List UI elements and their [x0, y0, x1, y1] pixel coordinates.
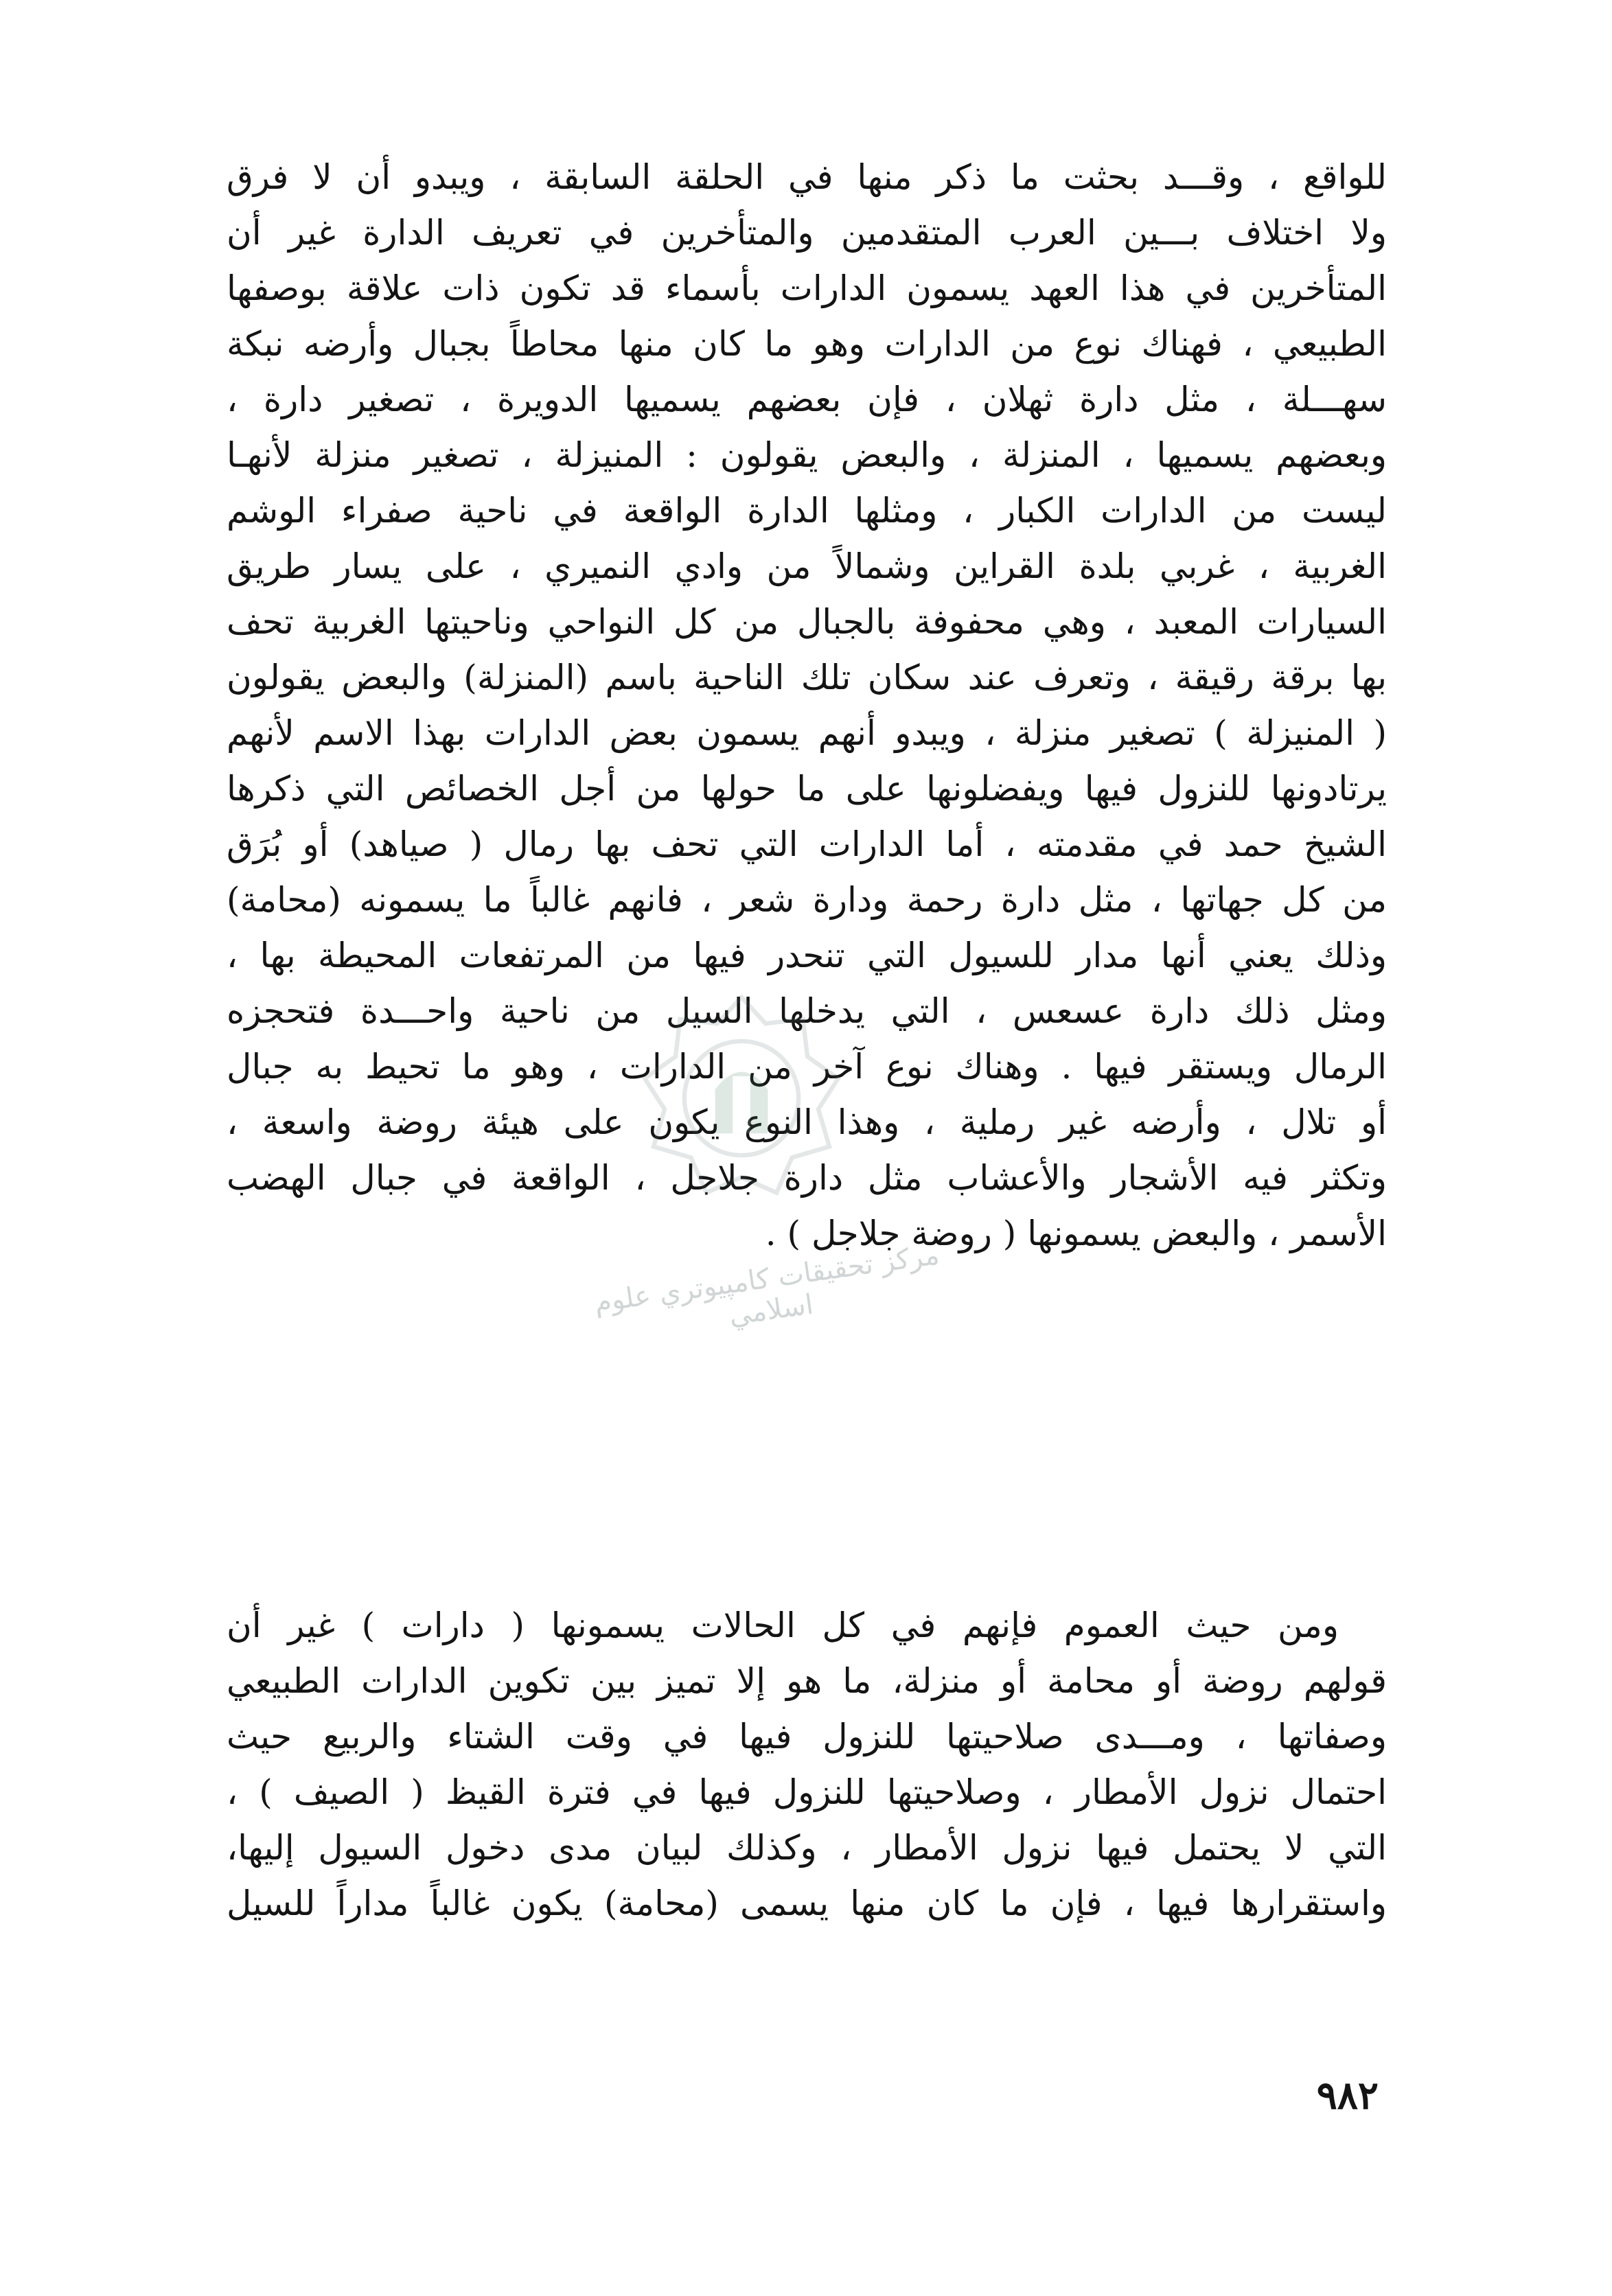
- page-number: ٩٨٢: [1316, 2073, 1379, 2118]
- text-line: ومن حيث العموم فإنهم في كل الحالات يسمونها ( دارات ) غير أن: [227, 1605, 1339, 1645]
- text-line: ولا اختلاف بـــين العرب المتقدمين والمتأخرين في تعريف الدارة غير أن: [227, 213, 1387, 253]
- watermark-text: مركز تحقيقات كامپيوتري علوم اسلامي: [592, 1239, 941, 1332]
- text-line: ( المنيزلة ) تصغير منزلة ، ويبدو أنهم يسمون بعض الدارات بهذا الاسم لأنهم: [227, 713, 1387, 753]
- text-line: أو تلال ، وأرضه غير رملية ، وهذا النوع يكون على هيئة روضة واسعة ،: [227, 1102, 1387, 1142]
- paragraph-1: [227, 150, 1387, 1262]
- text-line: الطبيعي ، فهناك نوع من الدارات وهو ما كان منها محاطاً بجبال وأرضه نبكة: [227, 324, 1387, 364]
- text-line: الأسمر ، والبعض يسمونها ( روضة جلاجل ) .: [765, 1214, 1387, 1253]
- text-line: واستقرارها فيها ، فإن ما كان منها يسمى (محامة) يكون غالباً مداراً للسيل: [227, 1883, 1387, 1923]
- text-line: وذلك يعني أنها مدار للسيول التي تنحدر فيها من المرتفعات المحيطة بها ،: [227, 936, 1387, 975]
- text-line: وصفاتها ، ومـــدى صلاحيتها للنزول فيها في وقت الشتاء والربيع حيث: [227, 1717, 1387, 1756]
- text-line: الشيخ حمد في مقدمته ، أما الدارات التي تحف بها رمال ( صياهد) أو بُرَق: [227, 824, 1387, 864]
- text-line: السيارات المعبد ، وهي محفوفة بالجبال من كل النواحي وناحيتها الغربية تحف: [227, 602, 1387, 642]
- text-line: بها برقة رقيقة ، وتعرف عند سكان تلك الناحية باسم (المنزلة) والبعض يقولون: [227, 658, 1387, 697]
- text-line: ليست من الدارات الكبار ، ومثلها الدارة الواقعة في ناحية صفراء الوشم: [227, 491, 1387, 531]
- text-line: الغربية ، غربي بلدة القراين وشمالاً من وادي النميري ، على يسار طريق: [227, 546, 1387, 586]
- text-line: من كل جهاتها ، مثل دارة رحمة ودارة شعر ، فانهم غالباً ما يسمونه (محامة): [227, 880, 1387, 920]
- text-line: يرتادونها للنزول فيها ويفضلونها على ما حولها من أجل الخصائص التي ذكرها: [227, 769, 1387, 809]
- text-line: وتكثر فيه الأشجار والأعشاب مثل دارة جلاجل ، الواقعة في جبال الهضب: [227, 1158, 1387, 1198]
- text-line: قولهم روضة أو محامة أو منزلة، ما هو إلا تميز بين تكوين الدارات الطبيعي: [227, 1661, 1387, 1701]
- text-line: الرمال ويستقر فيها . وهناك نوع آخر من الدارات ، وهو ما تحيط به جبال: [227, 1047, 1387, 1087]
- text-line: ومثل ذلك دارة عسعس ، التي يدخلها السيل من ناحية واحـــدة فتحجزه: [227, 991, 1387, 1031]
- text-line: التي لا يحتمل فيها نزول الأمطار ، وكذلك لبيان مدى دخول السيول إليها،: [227, 1828, 1387, 1868]
- text-line: للواقع ، وقـــد بحثت ما ذكر منها في الحلقة السابقة ، ويبدو أن لا فرق: [227, 157, 1387, 197]
- text-line: احتمال نزول الأمطار ، وصلاحيتها للنزول فيها في فترة القيظ ( الصيف ) ،: [227, 1772, 1387, 1812]
- text-line: المتأخرين في هذا العهد يسمون الدارات بأسماء قد تكون ذات علاقة بوصفها: [227, 268, 1387, 308]
- text-line: سهـــلة ، مثل دارة ثهلان ، فإن بعضهم يسميها الدويرة ، تصغير دارة ،: [227, 380, 1387, 419]
- paragraph-2: [227, 1598, 1387, 1932]
- text-line: وبعضهم يسميها ، المنزلة ، والبعض يقولون : المنيزلة ، تصغير منزلة لأنهـا: [227, 435, 1387, 475]
